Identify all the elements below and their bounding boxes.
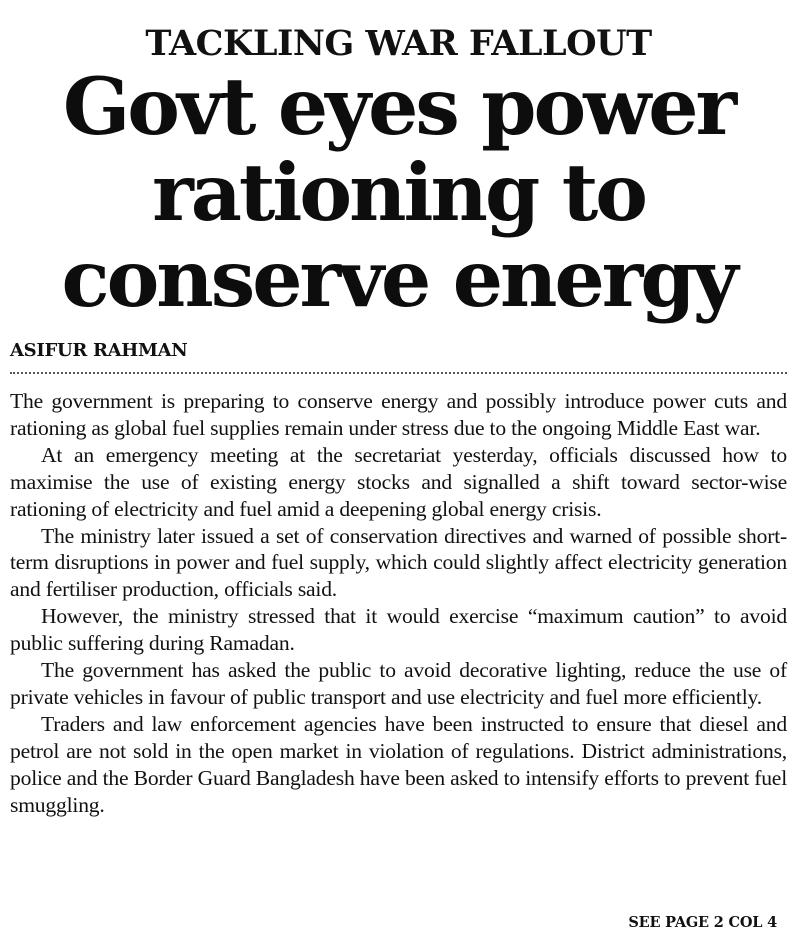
headline-line: Govt eyes power — [62, 60, 735, 153]
headline-line: conserve energy — [61, 232, 736, 325]
article-headline — [10, 60, 787, 325]
author-byline: ASIFUR RAHMAN — [10, 340, 188, 361]
dotted-divider — [10, 372, 787, 374]
article-kicker: TACKLING WAR FALLOUT — [145, 23, 652, 64]
body-paragraph: However, the ministry stressed that it would exercise “maximum caution” to avoid public suffering during Ramadan. — [10, 604, 787, 656]
article-body — [10, 388, 787, 819]
body-paragraph: The government has asked the public to avoid decorative lighting, reduce the use of private vehicles in favour of public transport and use electricity and fuel more efficiently. — [10, 658, 787, 709]
body-paragraph: Traders and law enforcement agencies have been instructed to ensure that diesel and petrol are not sold in the open market in violation of regulations. District administrations, police and the Border Guard Bangladesh have been asked to intensify efforts to prevent fuel smuggling. — [10, 711, 787, 817]
continued-jump-line: SEE PAGE 2 COL 4 — [628, 914, 777, 931]
body-paragraph: The ministry later issued a set of conservation directives and warned of possible short-term disruptions in power and fuel supply, which could slightly affect electricity generation and fertiliser production, officials said. — [10, 523, 787, 602]
headline-line: rationing to — [152, 146, 645, 239]
body-paragraph: At an emergency meeting at the secretariat yesterday, officials discussed how to maximise the use of existing energy stocks and signalled a shift toward sector-wise rationing of electricity and fuel amid a deepening global energy crisis. — [10, 442, 787, 521]
body-paragraph: The government is preparing to conserve energy and possibly introduce power cuts and rationing as global fuel supplies remain under stress due to the ongoing Middle East war. — [10, 389, 787, 440]
news-article — [10, 0, 787, 952]
